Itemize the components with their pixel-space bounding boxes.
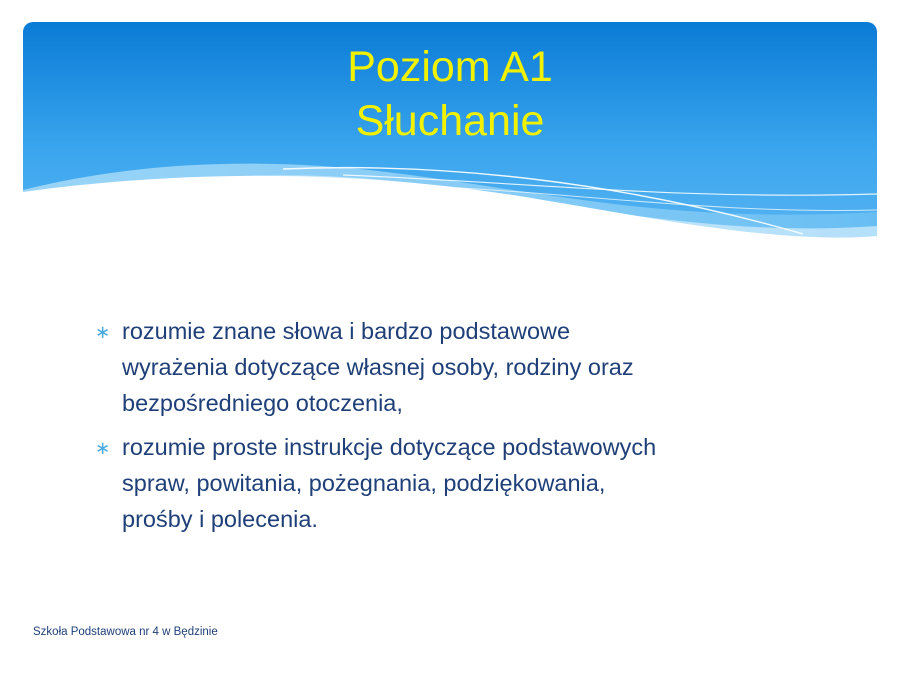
- title-line-2: Słuchanie: [355, 97, 545, 145]
- slide-title: [23, 40, 877, 148]
- asterisk-bullet-icon: ∗: [95, 438, 111, 458]
- bullet-text: rozumie proste instrukcje dotyczące podstawowych spraw, powitania, pożegnania, podziękowania, prośby i polecenia.: [122, 434, 657, 532]
- footer-text: Szkoła Podstawowa nr 4 w Będzinie: [33, 626, 218, 638]
- list-item: [95, 429, 815, 537]
- asterisk-bullet-icon: ∗: [95, 322, 111, 342]
- bullet-list: [95, 313, 815, 545]
- header-banner: [23, 22, 877, 252]
- title-line-1: Poziom A1: [347, 43, 553, 91]
- list-item: [95, 313, 815, 421]
- bullet-text: rozumie znane słowa i bardzo podstawowe wyrażenia dotyczące własnej osoby, rodziny oraz bezpośredniego otoczenia,: [122, 318, 634, 416]
